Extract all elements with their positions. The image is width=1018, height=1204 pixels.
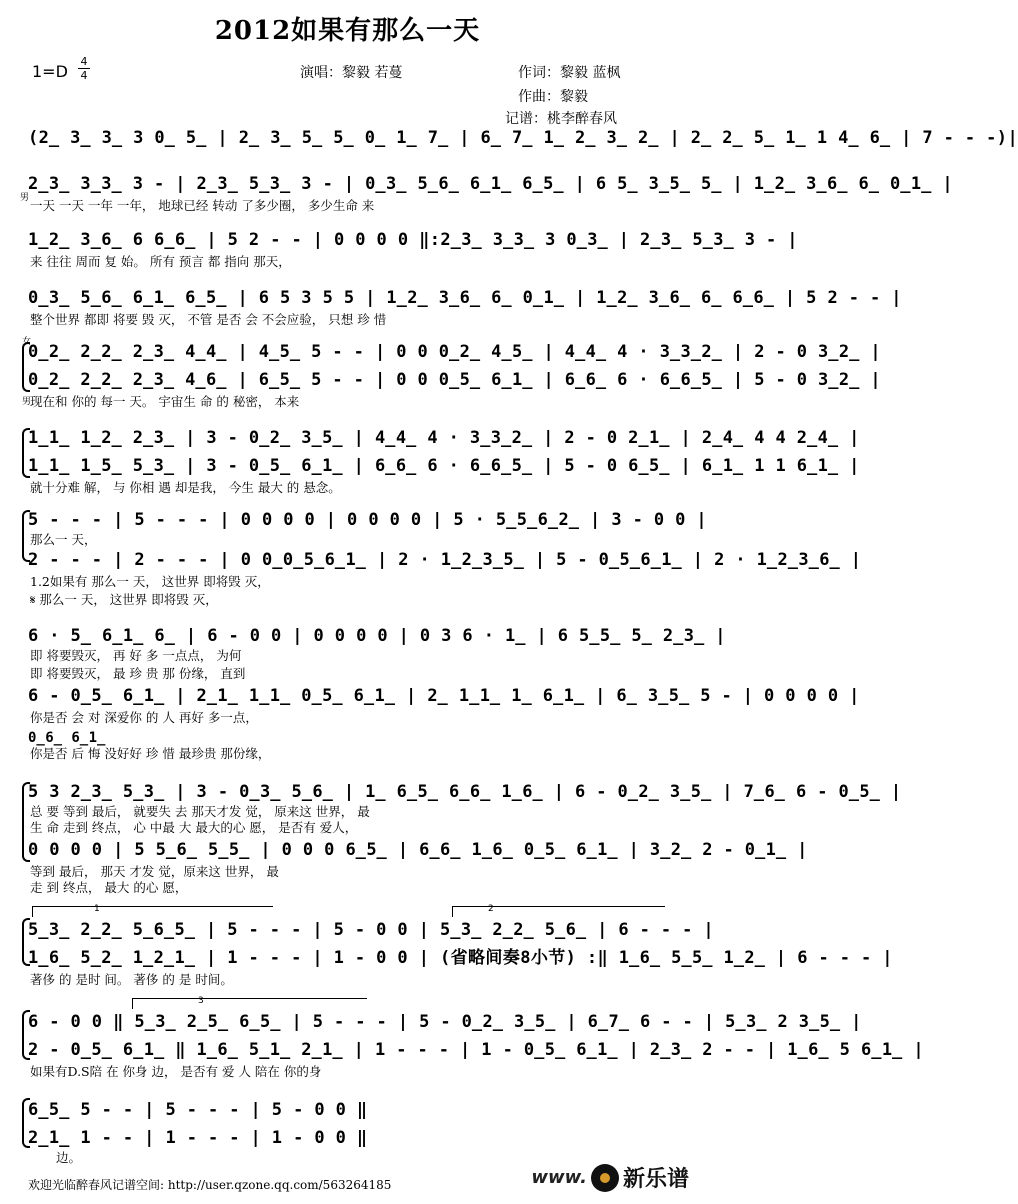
time-top: 4 [80,55,88,68]
staff-line: 5 3 2̲3̲ 5̲3̲ | 3 - 0̲3̲ 5̲6̲ | 1̲ 6̲5̲ 6̲6̲ 1̲6̲ | 6 - 0̲2̲ 3̲5̲ | 7̲6̲ 6 - 0̲5̲ | [28,782,902,802]
staff-line: 1̲6̲ 5̲2̲ 1̲2̲1̲ | 1 - - - | 1 - 0 0 | (省略间奏8小节) :‖ 1̲6̲ 5̲5̲ 1̲2̲ | 6 - - - | [28,948,893,968]
staff-line: 5 - - - | 5 - - - | 0 0 0 0 | 0 0 0 0 | 5 · 5̲5̲6̲2̲ | 3 - 0 0 | [28,510,708,530]
lyric-line: 总 要 等到 最后， 就要失 去 那天才发 觉， 原来这 世界， 最 [30,804,370,819]
watermark-brand: 新乐谱 [622,1167,689,1192]
staff-line: 6 · 5̲ 6̲1̲ 6̲ | 6 - 0 0 | 0 0 0 0 | 0 3 6 · 1̲ | 6 5̲5̲ 5̲ 2̲3̲ | [28,626,726,646]
key-signature: 1=D [32,62,68,81]
lyric-line: 𝄋 那么一 天， 这世界 即将毁 灭， [30,592,218,607]
staff-line: 6̲5̲ 5 - - | 5 - - - | 5 - 0 0 ‖ [28,1100,368,1120]
lyric-line: 著侈 的 是时 间。 著侈 的 是 时间。 [30,972,233,987]
transcriber-credit: 记谱：桃李醉春风 [505,111,617,127]
staff-line: 1̲2̲ 3̲6̲ 6 6̲6̲ | 5 2 - - | 0 0 0 0 ‖:2̲3̲ 3̲3̲ 3 0̲3̲ | 2̲3̲ 5̲3̲ 3 - | [28,230,798,250]
lyric-line: 等到 最后， 那天 才发 觉，原来这 世界， 最 [30,864,279,879]
lyric-line: 整个世界 都即 将要 毁 灭， 不管 是否 会 不会应验， 只想 珍 惜 [30,312,387,327]
staff-line: 0 0 0 0 | 5 5̲6̲ 5̲5̲ | 0 0 0 6̲5̲ | 6̲6̲ 1̲6̲ 0̲5̲ 6̲1̲ | 3̲2̲ 2 - 0̲1̲ | [28,840,808,860]
lyric-line: 你是否 会 对 深爱你 的 人 再好 多一点， [30,710,258,725]
lyric-line: 来 往往 周而 复 始。 所有 预言 都 指向 那天， [30,254,291,269]
lyric-line: 走 到 终点， 最大 的心 愿， [30,880,188,895]
record-disc-icon [591,1164,619,1192]
staff-line: 1̲1̲ 1̲2̲ 2̲3̲ | 3 - 0̲2̲ 3̲5̲ | 4̲4̲ 4 · 3̲3̲2̲ | 2 - 0 2̲1̲ | 2̲4̲ 4 4 2̲4̲ | [28,428,860,448]
lyric-line: 生 命 走到 终点， 心 中最 大 最大的心 愿， 是否有 爱人， [30,820,358,835]
lyric-line: 即 将要毁灭， 最 珍 贵 那 份缘， 直到 [30,666,246,681]
staff-line: 2̲3̲ 3̲3̲ 3 - | 2̲3̲ 5̲3̲ 3 - | 0̲3̲ 5̲6̲ 6̲1̲ 6̲5̲ | 6 5̲ 3̲5̲ 5̲ | 1̲2̲ 3̲6̲ 6̲ 0̲1̲ | [28,174,954,194]
site-watermark [531,1162,689,1193]
footer-note: 欢迎光临醉春风记谱空间: http://user.qzone.qq.com/563264185 [28,1178,392,1192]
staff-line: 0̲2̲ 2̲2̲ 2̲3̲ 4̲4̲ | 4̲5̲ 5 - - | 0 0 0̲2̲ 4̲5̲ | 4̲4̲ 4 · 3̲3̲2̲ | 2 - 0 3̲2̲ | [28,342,882,362]
lyric-line: 1.2如果有 那么一 天， 这世界 即将毁 灭， [30,574,270,589]
staff-line: 5̲3̲ 2̲2̲ 5̲6̲5̲ | 5 - - - | 5 - 0 0 | 5̲3̲ 2̲2̲ 5̲6̲ | 6 - - - | [28,920,715,940]
staff-line: 0̲6̲ 6̲1̲ [28,730,106,746]
staff-line: 6 - 0̲5̲ 6̲1̲ | 2̲1̲ 1̲1̲ 0̲5̲ 6̲1̲ | 2̲ 1̲1̲ 1̲ 6̲1̲ | 6̲ 3̲5̲ 5 - | 0 0 0 0 | [28,686,860,706]
staff-line: 2 - 0̲5̲ 6̲1̲ ‖ 1̲6̲ 5̲1̲ 2̲1̲ | 1 - - - | 1 - 0̲5̲ 6̲1̲ | 2̲3̲ 2 - - | 1̲6̲ 5 6̲1̲ | [28,1040,924,1060]
staff-line: 0̲3̲ 5̲6̲ 6̲1̲ 6̲5̲ | 6 5 3 5 5 | 1̲2̲ 3̲6̲ 6̲ 0̲1̲ | 1̲2̲ 3̲6̲ 6̲ 6̲6̲ | 5 2 - - | [28,288,902,308]
lyric-line: 即 将要毁灭， 再 好 多 一点点， 为何 [30,648,242,663]
time-signature [78,56,90,81]
lyric-line: 如果有D.S陪 在 你身 边， 是否有 爱 人 陪在 你的身 [30,1064,322,1079]
lyricist-credit: 作词：黎毅 蓝枫 [518,65,621,81]
staff-line: 6 - 0 0 ‖ 5̲3̲ 2̲5̲ 6̲5̲ | 5 - - - | 5 - 0̲2̲ 3̲5̲ | 6̲7̲ 6 - - | 5̲3̲ 2 3̲5̲ | [28,1012,862,1032]
staff-line: 0̲2̲ 2̲2̲ 2̲3̲ 4̲6̲ | 6̲5̲ 5 - - | 0 0 0̲5̲ 6̲1̲ | 6̲6̲ 6 · 6̲6̲5̲ | 5 - 0 3̲2̲ | [28,370,882,390]
lyric-line: 就十分难 解， 与 你相 遇 却是我， 今生 最大 的 悬念。 [30,480,341,495]
watermark-prefix: www. [531,1167,587,1188]
singer-credit: 演唱：黎毅 若蔓 [300,65,403,81]
lyric-line: 现在和 你的 每一 天。 宇宙生 命 的 秘密， 本来 [30,394,300,409]
staff-line: 2 - - - | 2 - - - | 0 0̲0̲5̲6̲1̲ | 2 · 1̲2̲3̲5̲ | 5 - 0̲5̲6̲1̲ | 2 · 1̲2̲3̲6̲ | [28,550,862,570]
staff-line: 2̲1̲ 1 - - | 1 - - - | 1 - 0 0 ‖ [28,1128,368,1148]
lyric-line: 边。 [56,1150,82,1165]
time-bottom: 4 [80,69,88,82]
volta-bracket [452,906,665,917]
lyric-line: 你是否 后 悔 没好好 珍 惜 最珍贵 那份缘， [30,746,271,761]
staff-line: 1̲1̲ 1̲5̲ 5̲3̲ | 3 - 0̲5̲ 6̲1̲ | 6̲6̲ 6 · 6̲6̲5̲ | 5 - 0 6̲5̲ | 6̲1̲ 1 1 6̲1̲ | [28,456,860,476]
volta-bracket [132,998,367,1009]
composer-credit: 作曲：黎毅 [518,89,588,105]
score-title: 2012如果有那么一天 [214,16,481,46]
lyric-line: 那么一 天， [30,532,97,547]
volta-bracket [32,906,273,917]
lyric-line: 一天 一天 一年 一年， 地球已经 转动 了多少圈， 多少生命 来 [30,198,375,213]
staff-line: (2̲ 3̲ 3̲ 3 0̲ 5̲ | 2̲ 3̲ 5̲ 5̲ 0̲ 1̲ 7̲ | 6̲ 7̲ 1̲ 2̲ 3̲ 2̲ | 2̲ 2̲ 5̲ 1̲ 1 4̲ 6̲ | 7 - - -)| [28,128,1018,148]
